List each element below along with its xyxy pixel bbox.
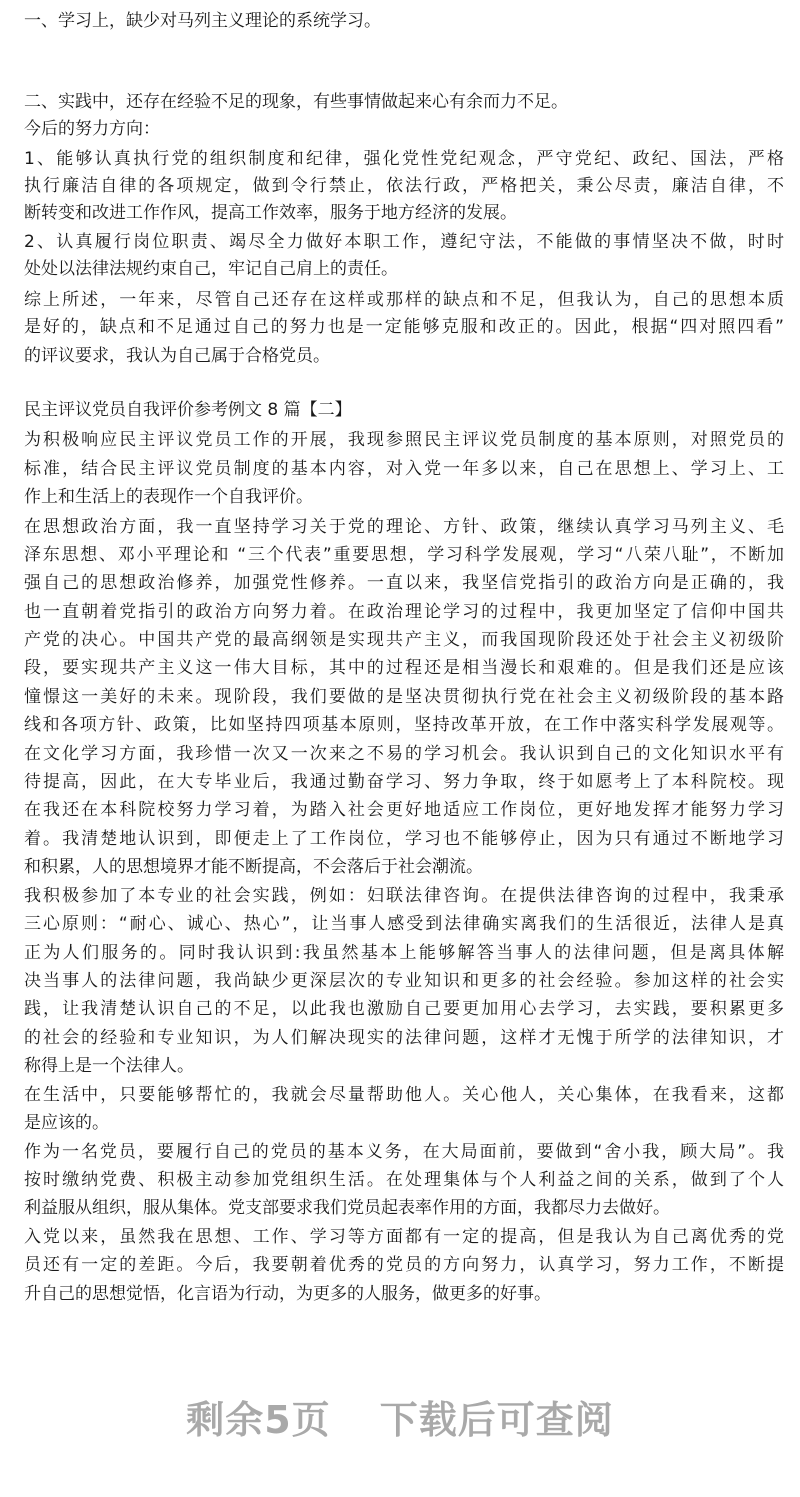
remaining-pages-label[interactable]: 剩余5页 — [186, 1398, 331, 1442]
text-line: 是应该的。 — [24, 1113, 109, 1133]
download-banner[interactable] — [0, 1390, 800, 1450]
text-line: 2、认真履行岗位职责、竭尽全力做好本职工作，遵纪守法，不能做的事情坚决不做，时时 — [24, 232, 784, 252]
text-line: 二、实践中，还存在经验不足的现象，有些事情做起来心有余而力不足。 — [24, 92, 568, 112]
text-line: 憧憬这一美好的未来。现阶段，我们要做的是坚决贯彻执行党在社会主义初级阶段的基本路 — [24, 687, 784, 707]
text-line: 民主评议党员自我评价参考例文 8 篇【二】 — [24, 400, 352, 420]
text-line: 按时缴纳党费、积极主动参加党组织生活。在处理集体与个人利益之间的关系，做到了个人 — [24, 1170, 784, 1190]
text-line: 在思想政治方面，我一直坚持学习关于党的理论、方针、政策，继续认真学习马列主义、毛 — [24, 517, 784, 537]
text-line: 升自己的思想觉悟，化言语为行动，为更多的人服务，做更多的好事。 — [24, 1284, 551, 1304]
text-line: 我积极参加了本专业的社会实践，例如：妇联法律咨询。在提供法律咨询的过程中，我秉承 — [24, 886, 784, 906]
text-line: 泽东思想、邓小平理论和 “三个代表”重要思想，学习科学发展观，学习“八荣八耻”，不断加 — [24, 545, 784, 565]
text-line: 标准，结合民主评议党员制度的基本内容，对入党一年多以来，自己在思想上、学习上、工 — [24, 459, 784, 479]
text-line: 的社会的经验和专业知识，为人们解决现实的法律问题，这样才无愧于所学的法律知识，才 — [24, 1028, 784, 1048]
text-line: 三心原则：“耐心、诚心、热心”，让当事人感受到法律确实离我们的生活很近，法律人是真 — [24, 914, 784, 934]
text-line: 产党的决心。中国共产党的最高纲领是实现共产主义，而我国现阶段还处于社会主义初级阶 — [24, 630, 784, 650]
text-line: 和积累，人的思想境界才能不断提高，不会落后于社会潮流。 — [24, 857, 483, 877]
text-line: 在文化学习方面，我珍惜一次又一次来之不易的学习机会。我认识到自己的文化知识水平有 — [24, 744, 784, 764]
text-line: 为积极响应民主评议党员工作的开展，我现参照民主评议党员制度的基本原则，对照党员的 — [24, 430, 784, 450]
text-line: 处处以法律法规约束自己，牢记自己肩上的责任。 — [24, 259, 398, 279]
text-line: 在生活中，只要能够帮忙的，我就会尽量帮助他人。关心他人，关心集体，在我看来，这都 — [24, 1085, 784, 1105]
text-line: 也一直朝着党指引的政治方向努力着。在政治理论学习的过程中，我更加坚定了信仰中国共 — [24, 602, 784, 622]
text-line: 的评议要求，我认为自己属于合格党员。 — [24, 346, 330, 366]
text-line: 决当事人的法律问题，我尚缺少更深层次的专业知识和更多的社会经验。参加这样的社会实 — [24, 971, 784, 991]
text-line: 一、学习上，缺少对马列主义理论的系统学习。 — [24, 11, 381, 31]
text-line: 践，让我清楚认识自己的不足，以此我也激励自己要更加用心去学习，去实践，要积累更多 — [24, 999, 784, 1019]
text-line: 着。我清楚地认识到，即便走上了工作岗位，学习也不能够停止，因为只有通过不断地学习 — [24, 829, 784, 849]
text-line: 今后的努力方向： — [24, 119, 160, 139]
text-line: 强自己的思想政治修养，加强党性修养。一直以来，我坚信党指引的政治方向是正确的，我 — [24, 573, 784, 593]
text-line: 段，要实现共产主义这一伟大目标，其中的过程还是相当漫长和艰难的。但是我们还是应该 — [24, 658, 784, 678]
text-line: 入党以来，虽然我在思想、工作、学习等方面都有一定的提高，但是我认为自己离优秀的党 — [24, 1227, 784, 1247]
text-line: 员还有一定的差距。今后，我要朝着优秀的党员的方向努力，认真学习，努力工作，不断提 — [24, 1255, 784, 1275]
text-line: 线和各项方针、政策，比如坚持四项基本原则，坚持改革开放，在工作中落实科学发展观等。 — [24, 715, 784, 735]
text-line: 待提高，因此，在大专毕业后，我通过勤奋学习、努力争取，终于如愿考上了本科院校。现 — [24, 772, 784, 792]
text-line: 作为一名党员，要履行自己的党员的基本义务，在大局面前，要做到“舍小我，顾大局”。我 — [24, 1142, 784, 1162]
text-line: 利益服从组织，服从集体。党支部要求我们党员起表率作用的方面，我都尽力去做好。 — [24, 1198, 670, 1218]
text-line: 断转变和改进工作作风，提高工作效率，服务于地方经济的发展。 — [24, 203, 517, 223]
text-line: 1、能够认真执行党的组织制度和纪律，强化党性党纪观念，严守党纪、政纪、国法，严格 — [24, 149, 784, 169]
text-line: 综上所述，一年来，尽管自己还存在这样或那样的缺点和不足，但我认为，自己的思想本质 — [24, 290, 784, 310]
text-line: 正为人们服务的。同时我认识到:我虽然基本上能够解答当事人的法律问题，但是离具体解 — [24, 943, 784, 963]
download-hint-label[interactable]: 下载后可查阅 — [379, 1398, 614, 1442]
text-line: 在我还在本科院校努力学习着，为踏入社会更好地适应工作岗位，更好地发挥才能努力学习 — [24, 800, 784, 820]
text-line: 作上和生活上的表现作一个自我评价。 — [24, 487, 313, 507]
text-line: 执行廉洁自律的各项规定，做到令行禁止，依法行政，严格把关，秉公尽责，廉洁自律，不 — [24, 176, 784, 196]
text-line: 是好的，缺点和不足通过自己的努力也是一定能够克服和改正的。因此，根据“四对照四看” — [24, 317, 784, 337]
text-line: 称得上是一个法律人。 — [24, 1056, 194, 1076]
